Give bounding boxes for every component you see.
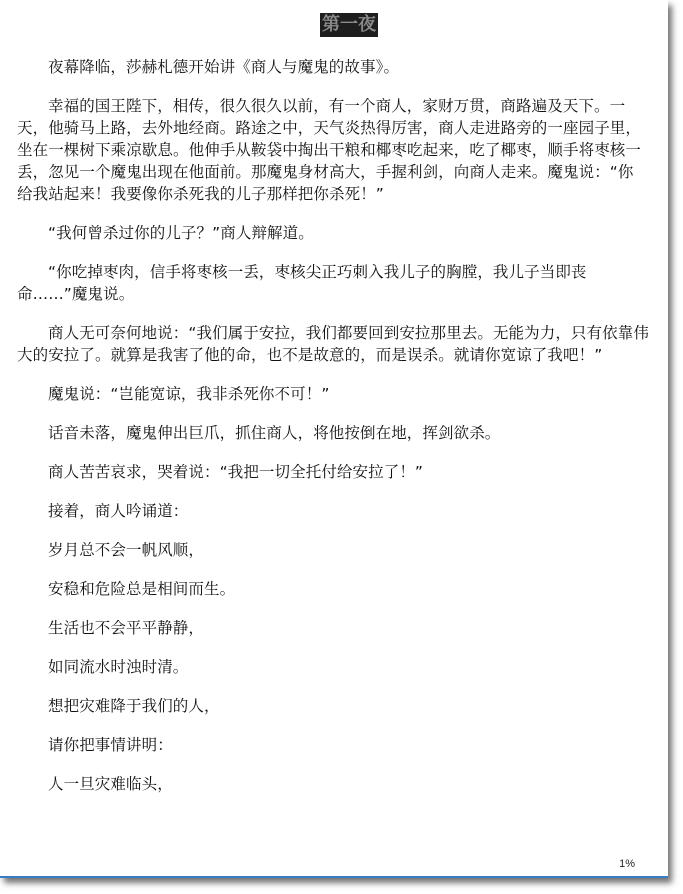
- poem-line: 生活也不会平平静静，: [48, 619, 205, 637]
- chapter-title-container: [0, 13, 683, 37]
- paragraph: 魔鬼说：“岂能宽谅，我非杀死你不可！”: [48, 385, 330, 403]
- chapter-body: [17, 56, 649, 812]
- poem-line: 想把灾难降于我们的人，: [48, 697, 220, 715]
- paragraph: “我何曾杀过你的儿子？”商人辩解道。: [48, 224, 314, 242]
- chapter-title: 第一夜: [322, 14, 376, 35]
- poem-line: 岁月总不会一帆风顺，: [48, 541, 205, 559]
- paragraph: 幸福的国王陛下，相传，很久很久以前，有一个商人，家财万贯，商路遍及天下。一天，他骑马上路，去外地经商。路途之中，天气炎热得厉害，商人走进路旁的一座园子里，坐在一棵树下乘凉歇息。他伸手从鞍袋中掏出干粮和椰枣吃起来，吃了椰枣，顺手将枣核一丢，忽见一个魔鬼出现在他面前。那魔鬼身材高大，手握利剑，向商人走来。魔鬼说：“你给我站起来！我要像你杀死我的儿子那样把你杀死！”: [17, 97, 642, 203]
- paragraph: 商人苦苦哀求，哭着说：“我把一切全托付给安拉了！”: [48, 463, 424, 481]
- paragraph: 接着，商人吟诵道：: [48, 502, 189, 520]
- poem-line: 如同流水时浊时清。: [48, 658, 189, 676]
- paragraph: 话音未落，魔鬼伸出巨爪，抓住商人，将他按倒在地，挥剑欲杀。: [48, 424, 501, 442]
- poem-line: 请你把事情讲明：: [48, 736, 173, 754]
- paragraph: 商人无可奈何地说：“我们属于安拉，我们都要回到安拉那里去。无能为力，只有依靠伟大的安拉了。就算是我害了他的命，也不是故意的，而是误杀。就请你宽谅了我吧！”: [17, 324, 649, 364]
- reading-progress-indicator: 1%: [619, 858, 635, 870]
- poem-line: 安稳和危险总是相间而生。: [48, 580, 236, 598]
- paragraph: 夜幕降临，莎赫札德开始讲《商人与魔鬼的故事》。: [48, 58, 400, 76]
- paragraph: “你吃掉枣肉，信手将枣核一丢，枣核尖正巧刺入我儿子的胸膛，我儿子当即丧命……”魔鬼说。: [17, 263, 587, 303]
- poem-line: 人一旦灾难临头，: [48, 775, 173, 793]
